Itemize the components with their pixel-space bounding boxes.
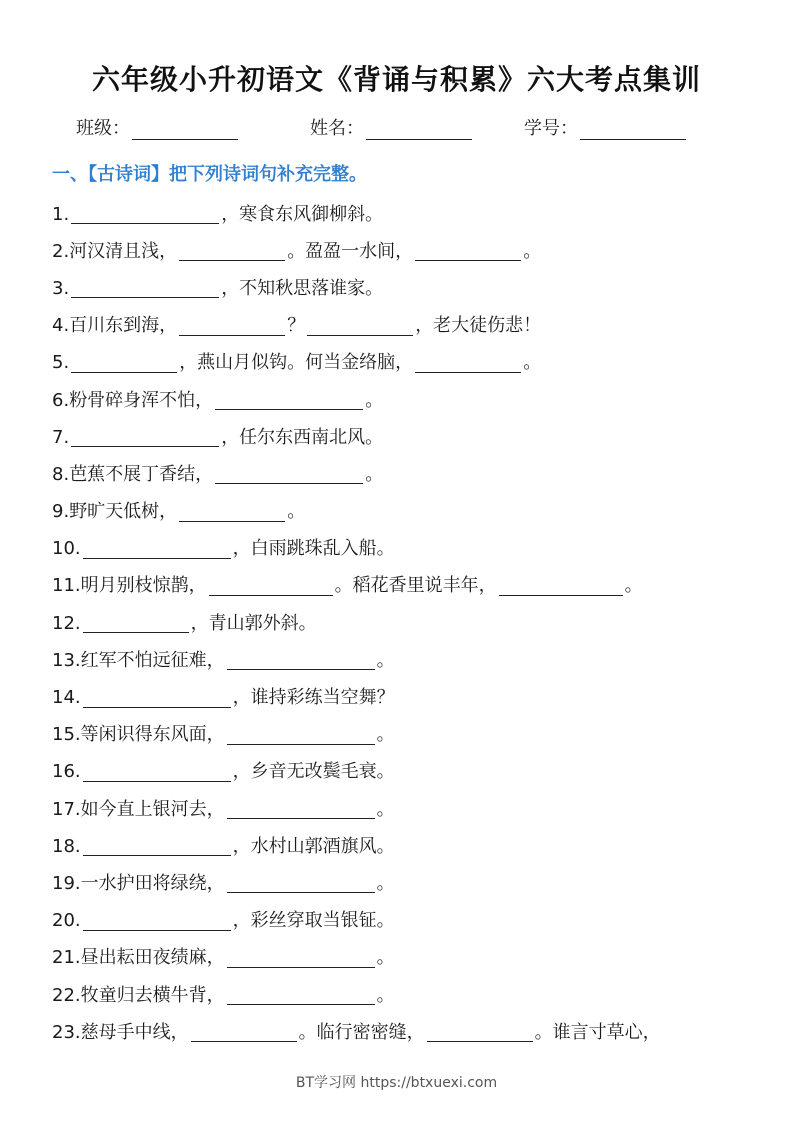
question-number: 4. — [52, 315, 70, 337]
question-text: 。盈盈一水间， — [287, 240, 414, 262]
question-number: 11. — [52, 575, 81, 597]
section-heading: 一、【古诗词】把下列诗词句补充完整。 — [52, 164, 367, 185]
answer-blank[interactable] — [227, 949, 375, 968]
question-item — [52, 494, 752, 531]
question-text: 。 — [376, 724, 395, 746]
question-number: 23. — [52, 1021, 81, 1043]
question-item — [52, 308, 752, 345]
name-label: 姓名： — [310, 118, 364, 139]
question-text: ，水村山郭酒旗风。 — [232, 835, 395, 857]
question-number: 10. — [52, 538, 81, 560]
question-text: 昼出耘田夜绩麻， — [80, 947, 225, 969]
answer-blank[interactable] — [227, 726, 375, 745]
question-text: 。 — [624, 575, 643, 597]
question-item — [52, 940, 752, 977]
answer-blank[interactable] — [499, 577, 623, 596]
question-text: ，燕山月似钩。何当金络脑， — [179, 352, 414, 374]
question-text: ，彩丝穿取当银钲。 — [232, 910, 395, 932]
question-item — [52, 1014, 752, 1051]
question-text: 牧童归去横牛背， — [80, 984, 225, 1006]
question-text: 。 — [376, 984, 395, 1006]
question-number: 20. — [52, 910, 81, 932]
id-blank[interactable] — [580, 119, 686, 140]
answer-blank[interactable] — [307, 317, 413, 336]
question-number: 7. — [52, 426, 70, 448]
question-item — [52, 865, 752, 902]
answer-blank[interactable] — [227, 874, 375, 893]
question-number: 21. — [52, 947, 81, 969]
question-item — [52, 568, 752, 605]
question-number: 13. — [52, 649, 81, 671]
question-text: 。 — [287, 501, 306, 523]
class-blank[interactable] — [132, 119, 238, 140]
answer-blank[interactable] — [71, 428, 219, 447]
question-text: 。 — [365, 463, 384, 485]
id-label: 学号： — [524, 118, 578, 139]
question-item — [52, 419, 752, 456]
footer-watermark: BT学习网 https://btxuexi.com — [295, 1075, 498, 1091]
question-item — [52, 233, 752, 270]
question-number: 17. — [52, 798, 81, 820]
class-field[interactable] — [76, 114, 238, 140]
question-number: 5. — [52, 352, 70, 374]
question-text: 。 — [376, 872, 395, 894]
answer-blank[interactable] — [227, 800, 375, 819]
question-text: ，谁持彩练当空舞？ — [232, 687, 395, 709]
question-item — [52, 977, 752, 1014]
id-field[interactable] — [524, 114, 686, 140]
answer-blank[interactable] — [179, 317, 285, 336]
question-list — [52, 196, 752, 1051]
question-item — [52, 456, 752, 493]
question-item — [52, 270, 752, 307]
question-number: 8. — [52, 463, 70, 485]
question-text: 百川东到海， — [69, 315, 178, 337]
question-item — [52, 679, 752, 716]
answer-blank[interactable] — [215, 465, 363, 484]
question-text: ，青山郭外斜。 — [190, 612, 317, 634]
student-info-row — [0, 114, 793, 140]
question-text: ，寒食东风御柳斜。 — [221, 203, 384, 225]
question-item — [52, 345, 752, 382]
question-text: 粉骨碎身浑不怕， — [69, 389, 214, 411]
question-item — [52, 754, 752, 791]
question-text: 等闲识得东风面， — [80, 724, 225, 746]
answer-blank[interactable] — [179, 242, 285, 261]
question-number: 1. — [52, 203, 70, 225]
answer-blank[interactable] — [83, 912, 231, 931]
question-text: 。 — [523, 352, 542, 374]
answer-blank[interactable] — [83, 540, 231, 559]
answer-blank[interactable] — [415, 354, 521, 373]
question-number: 14. — [52, 687, 81, 709]
question-text: 如今直上银河去， — [80, 798, 225, 820]
question-number: 16. — [52, 761, 81, 783]
answer-blank[interactable] — [191, 1023, 297, 1042]
answer-blank[interactable] — [415, 242, 521, 261]
question-item — [52, 642, 752, 679]
question-item — [52, 382, 752, 419]
question-text: 。 — [376, 947, 395, 969]
answer-blank[interactable] — [83, 614, 189, 633]
name-blank[interactable] — [366, 119, 472, 140]
answer-blank[interactable] — [83, 763, 231, 782]
answer-blank[interactable] — [209, 577, 333, 596]
answer-blank[interactable] — [227, 986, 375, 1005]
answer-blank[interactable] — [71, 354, 177, 373]
question-number: 12. — [52, 612, 81, 634]
question-text: 。谁言寸草心， — [534, 1021, 661, 1043]
question-text: 。 — [376, 798, 395, 820]
question-text: 野旷天低树， — [69, 501, 178, 523]
question-item — [52, 828, 752, 865]
question-text: ？ — [287, 315, 306, 337]
question-item — [52, 903, 752, 940]
answer-blank[interactable] — [83, 689, 231, 708]
question-number: 15. — [52, 724, 81, 746]
question-text: ，任尔东西南北风。 — [221, 426, 384, 448]
question-item — [52, 717, 752, 754]
question-text: 。 — [365, 389, 384, 411]
question-number: 18. — [52, 835, 81, 857]
question-text: ，老大徒伤悲！ — [415, 315, 542, 337]
question-item — [52, 605, 752, 642]
question-text: 。稻花香里说丰年， — [334, 575, 497, 597]
question-number: 3. — [52, 277, 70, 299]
question-text: ，白雨跳珠乱入船。 — [232, 538, 395, 560]
answer-blank[interactable] — [71, 279, 219, 298]
question-text: 河汉清且浅， — [69, 240, 178, 262]
class-label: 班级： — [76, 118, 130, 139]
question-text: ，不知秋思落谁家。 — [221, 277, 384, 299]
question-item — [52, 791, 752, 828]
question-text: 。临行密密缝， — [298, 1021, 425, 1043]
answer-blank[interactable] — [83, 837, 231, 856]
answer-blank[interactable] — [427, 1023, 533, 1042]
page-title: 六年级小升初语文《背诵与积累》六大考点集训 — [91, 63, 701, 96]
question-text: 一水护田将绿绕， — [80, 872, 225, 894]
name-field[interactable] — [310, 114, 472, 140]
answer-blank[interactable] — [215, 391, 363, 410]
answer-blank[interactable] — [179, 503, 285, 522]
question-text: 明月别枝惊鹊， — [80, 575, 207, 597]
question-number: 2. — [52, 240, 70, 262]
question-item — [52, 196, 752, 233]
question-number: 19. — [52, 872, 81, 894]
question-item — [52, 531, 752, 568]
answer-blank[interactable] — [71, 205, 219, 224]
question-number: 9. — [52, 501, 70, 523]
question-text: ，乡音无改鬓毛衰。 — [232, 761, 395, 783]
answer-blank[interactable] — [227, 651, 375, 670]
question-text: 红军不怕远征难， — [80, 649, 225, 671]
question-text: 慈母手中线， — [80, 1021, 189, 1043]
question-text: 芭蕉不展丁香结， — [69, 463, 214, 485]
question-text: 。 — [523, 240, 542, 262]
question-number: 22. — [52, 984, 81, 1006]
question-number: 6. — [52, 389, 70, 411]
question-text: 。 — [376, 649, 395, 671]
